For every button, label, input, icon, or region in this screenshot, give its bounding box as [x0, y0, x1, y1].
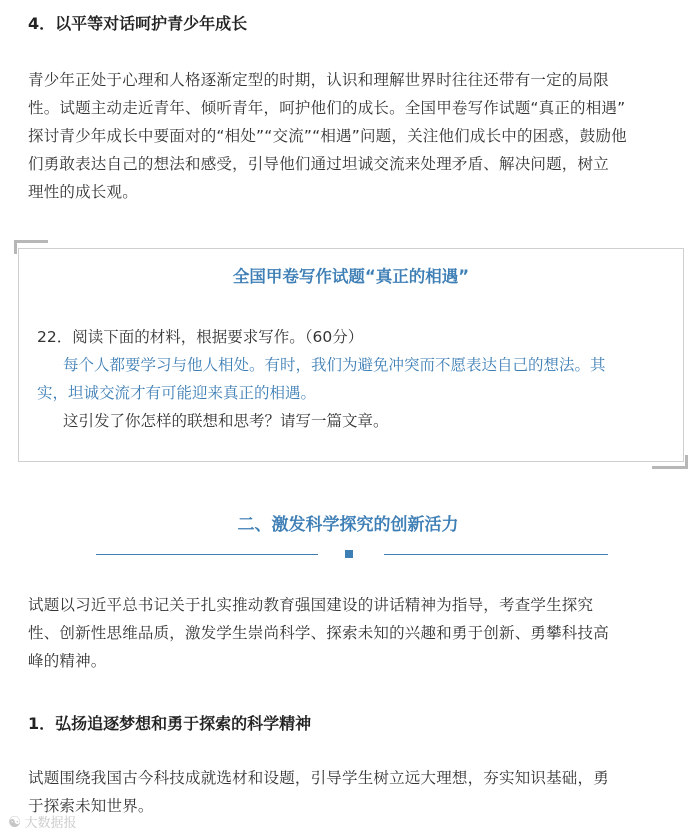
exam-question-box	[18, 248, 684, 462]
material-line: 每个人都要学习与他人相处。有时，我们为避免冲突而不愿表达自己的想法。其	[63, 356, 606, 374]
paragraph-line: 探讨青少年成长中要面对的“相处”“交流”“相遇”问题，关注他们成长中的困惑，鼓励他	[28, 127, 627, 145]
paragraph-line: 试题围绕我国古今科技成就选材和设题，引导学生树立远大理想，夯实知识基础，勇	[28, 769, 609, 787]
section1-paragraph	[28, 764, 668, 820]
quote-box-title: 全国甲卷写作试题“真正的相遇”	[232, 267, 470, 286]
paragraph-line: 于探索未知世界。	[28, 797, 154, 815]
section-heading-4: 4．以平等对话呵护青少年成长	[28, 14, 248, 33]
paragraph-line: 们勇敢表达自己的想法和感受，引导他们通过坦诚交流来处理矛盾、解决问题，树立	[28, 155, 609, 173]
section4-paragraph	[28, 66, 668, 206]
watermark	[8, 812, 76, 831]
divider-right	[384, 554, 608, 555]
paragraph-line: 性。试题主动走近青年、倾听青年，呵护他们的成长。全国甲卷写作试题“真正的相遇”	[28, 99, 626, 117]
question-line: 22．阅读下面的材料，根据要求写作。（60分）	[37, 328, 364, 346]
chapter-title: 二、激发科学探究的创新活力	[237, 515, 459, 535]
material-line: 实，坦诚交流才有可能迎来真正的相遇。	[37, 384, 317, 402]
paragraph-line: 峰的精神。	[28, 652, 107, 670]
chapter2-paragraph	[28, 591, 668, 675]
divider-diamond	[345, 550, 353, 558]
watermark-text: 大数据报	[24, 816, 77, 831]
paragraph-line: 试题以习近平总书记关于扎实推动教育强国建设的讲话精神为指导，考查学生探究	[28, 596, 594, 614]
prompt-line: 这引发了你怎样的联想和思考？请写一篇文章。	[63, 412, 389, 430]
weibo-icon: ☯	[8, 813, 22, 831]
paragraph-line: 理性的成长观。	[28, 183, 138, 201]
paragraph-line: 性、创新性思维品质，激发学生崇尚科学、探索未知的兴趣和勇于创新、勇攀科技高	[28, 624, 609, 642]
section-heading-1: 1．弘扬追逐梦想和勇于探索的科学精神	[28, 714, 312, 733]
paragraph-line: 青少年正处于心理和人格逐渐定型的时期，认识和理解世界时往往还带有一定的局限	[28, 71, 609, 89]
quote-corner-bottom-right	[652, 455, 688, 469]
divider-left	[96, 554, 318, 555]
